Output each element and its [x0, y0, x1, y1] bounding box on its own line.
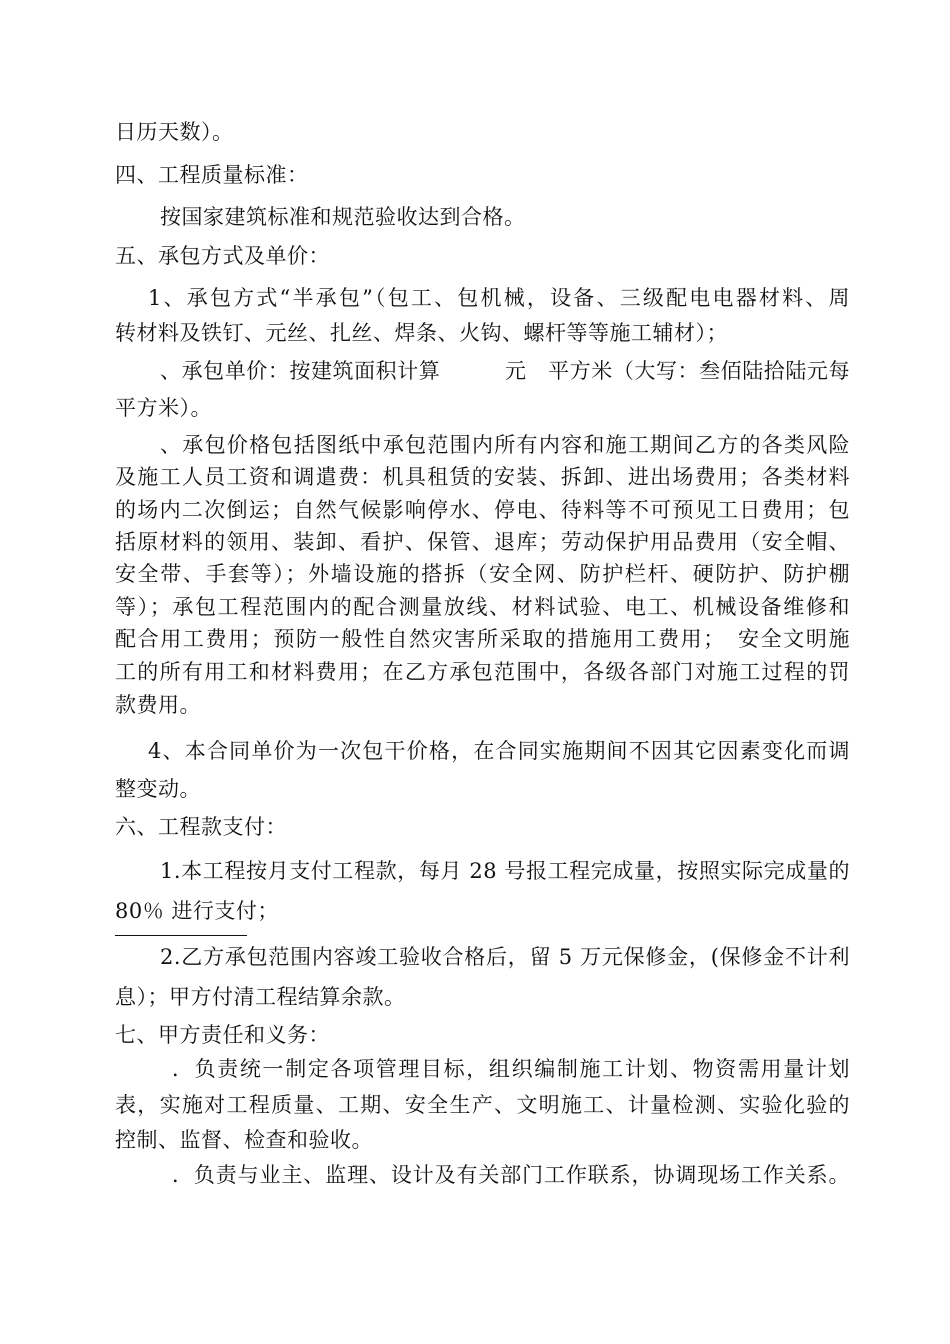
section-heading: 四、工程质量标准：: [115, 163, 309, 187]
text-line: 1、承包方式“半承包”（包工、包机械，设备、三级配电电器材料、周: [148, 286, 850, 310]
section-heading: 七、甲方责任和义务：: [115, 1023, 330, 1047]
text-line: 款费用。: [115, 693, 201, 717]
text-line: ．负责统一制定各项管理目标，组织编制施工计划、物资需用量计划: [172, 1057, 850, 1081]
text-line: 安全带、手套等）；外墙设施的搭拆（安全网、防护栏杆、硬防护、防护棚: [115, 562, 850, 586]
text-line: 整变动。: [115, 777, 201, 801]
text-line: 转材料及铁钉、元丝、扎丝、焊条、火钩、螺杆等等施工辅材）；: [115, 321, 728, 345]
underline-mark: [115, 935, 247, 936]
text-line: 的场内二次倒运；自然气候影响停水、停电、待料等不可预见工日费用；包: [115, 498, 850, 522]
text-line: 80％ 进行支付；: [115, 899, 279, 923]
text-line: 配合用工费用；预防一般性自然灾害所采取的措施用工费用； 安全文明施: [115, 627, 850, 651]
section-heading: 五、承包方式及单价：: [115, 244, 330, 268]
text-line: 工的所有用工和材料费用；在乙方承包范围中，各级各部门对施工过程的罚: [115, 660, 850, 684]
text-line: 等）；承包工程范围内的配合测量放线、材料试验、电工、机械设备维修和: [115, 595, 850, 619]
text-line: ．负责与业主、监理、设计及有关部门工作联系，协调现场工作关系。: [172, 1163, 850, 1187]
text-line: 控制、监督、检查和验收。: [115, 1128, 373, 1152]
section-heading: 六、工程款支付：: [115, 815, 287, 839]
text-line: 表，实施对工程质量、工期、安全生产、文明施工、计量检测、实验化验的: [115, 1093, 850, 1117]
text-line: 及施工人员工资和调遣费：机具租赁的安装、拆卸、进出场费用；各类材料: [115, 465, 850, 489]
text-line: 平方米）。: [115, 396, 212, 420]
text-line: 1.本工程按月支付工程款，每月 28 号报工程完成量，按照实际完成量的: [160, 859, 850, 883]
text-line: 、承包价格包括图纸中承包范围内所有内容和施工期间乙方的各类风险: [160, 433, 850, 457]
text-line: 括原材料的领用、装卸、看护、保管、退库；劳动保护用品费用（安全帽、: [115, 530, 850, 554]
text-line: 、承包单价：按建筑面积计算 元 平方米（大写：叁佰陆拾陆元每: [160, 359, 850, 383]
text-line: 按国家建筑标准和规范验收达到合格。: [160, 205, 526, 229]
text-line: 息）；甲方付清工程结算余款。: [115, 985, 406, 1009]
text-line: 2.乙方承包范围内容竣工验收合格后，留 5 万元保修金，(保修金不计利: [160, 945, 850, 969]
text-line: 日历天数）。: [115, 120, 234, 144]
text-line: 4、本合同单价为一次包干价格，在合同实施期间不因其它因素变化而调: [148, 739, 850, 763]
